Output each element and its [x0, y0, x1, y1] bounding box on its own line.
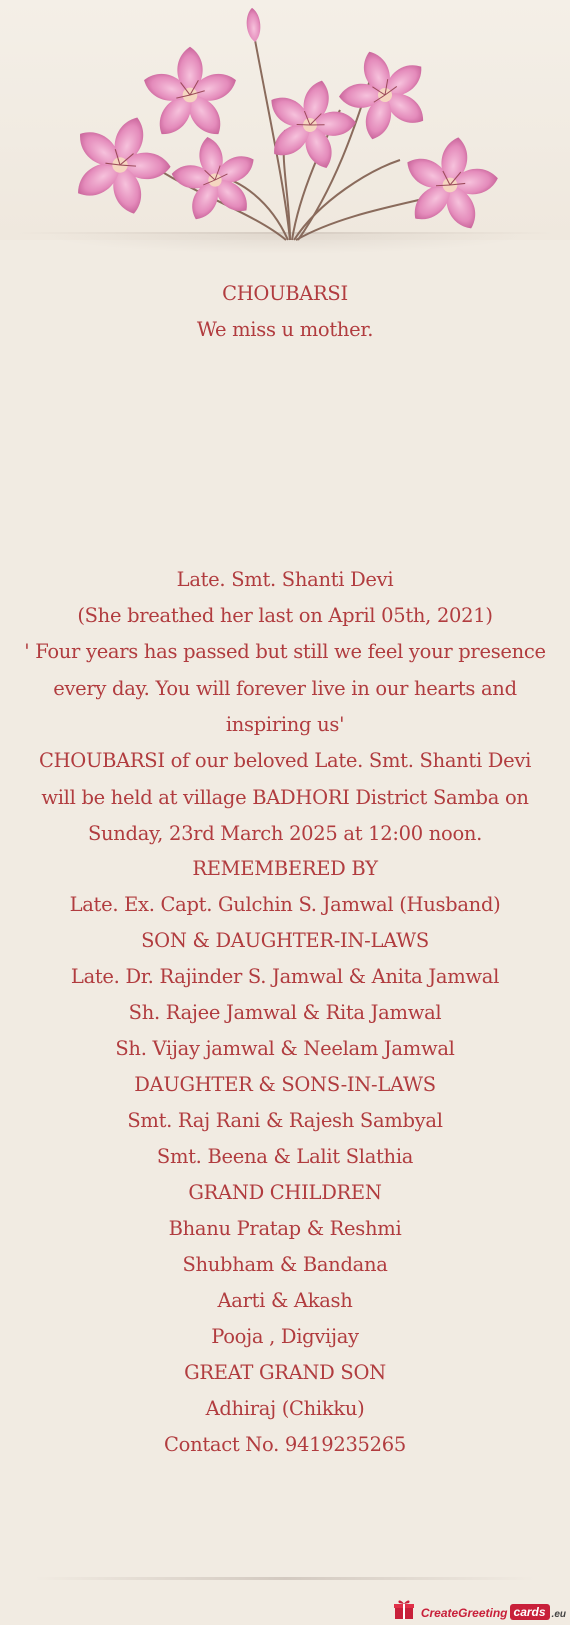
quote: ' Four years has passed but still we feel your presence every day. You will forever live in our hearts and inspiring us'	[24, 640, 546, 736]
deceased-name: Late. Smt. Shanti Devi	[176, 568, 394, 591]
brand-create: CreateGreeting	[420, 1606, 508, 1620]
grand-2: Shubham & Bandana	[182, 1253, 388, 1276]
remembered-heading: REMEMBERED BY	[192, 857, 378, 880]
event-details: CHOUBARSI of our beloved Late. Smt. Shanti Devi will be held at village BADHORI District Samba on Sunday, 23rd March 2025 at 12:00 noon.	[38, 749, 532, 845]
subtitle: We miss u mother.	[196, 318, 374, 341]
great-heading: GREAT GRAND SON	[184, 1361, 386, 1384]
sons-heading: SON & DAUGHTER-IN-LAWS	[141, 929, 429, 952]
son-2: Sh. Rajee Jamwal & Rita Jamwal	[128, 1001, 442, 1024]
flower-illustration	[40, 0, 540, 270]
grand-heading: GRAND CHILDREN	[188, 1181, 382, 1204]
grand-3: Aarti & Akash	[217, 1289, 353, 1312]
daughter-1: Smt. Raj Rani & Rajesh Sambyal	[127, 1109, 443, 1132]
brand-logo-link[interactable]	[393, 1590, 566, 1620]
husband: Late. Ex. Capt. Gulchin S. Jamwal (Husband)	[69, 893, 501, 916]
grand-4: Pooja , Digvijay	[211, 1325, 359, 1348]
daughters-heading: DAUGHTER & SONS-IN-LAWS	[134, 1073, 436, 1096]
daughter-2: Smt. Beena & Lalit Slathia	[156, 1145, 414, 1168]
grand-1: Bhanu Pratap & Reshmi	[168, 1217, 402, 1240]
great-grandson: Adhiraj (Chikku)	[205, 1397, 365, 1420]
son-1: Late. Dr. Rajinder S. Jamwal & Anita Jamwal	[70, 965, 500, 988]
title: CHOUBARSI	[222, 282, 348, 305]
brand-eu: .eu	[551, 1609, 566, 1620]
bottom-divider	[35, 1577, 535, 1580]
son-3: Sh. Vijay jamwal & Neelam Jamwal	[115, 1037, 455, 1060]
brand-cards: cards	[510, 1604, 550, 1620]
top-shadow	[40, 234, 530, 254]
gift-box-icon	[393, 1598, 415, 1620]
contact: Contact No. 9419235265	[164, 1433, 406, 1456]
death-note: (She breathed her last on April 05th, 2021)	[77, 604, 493, 627]
